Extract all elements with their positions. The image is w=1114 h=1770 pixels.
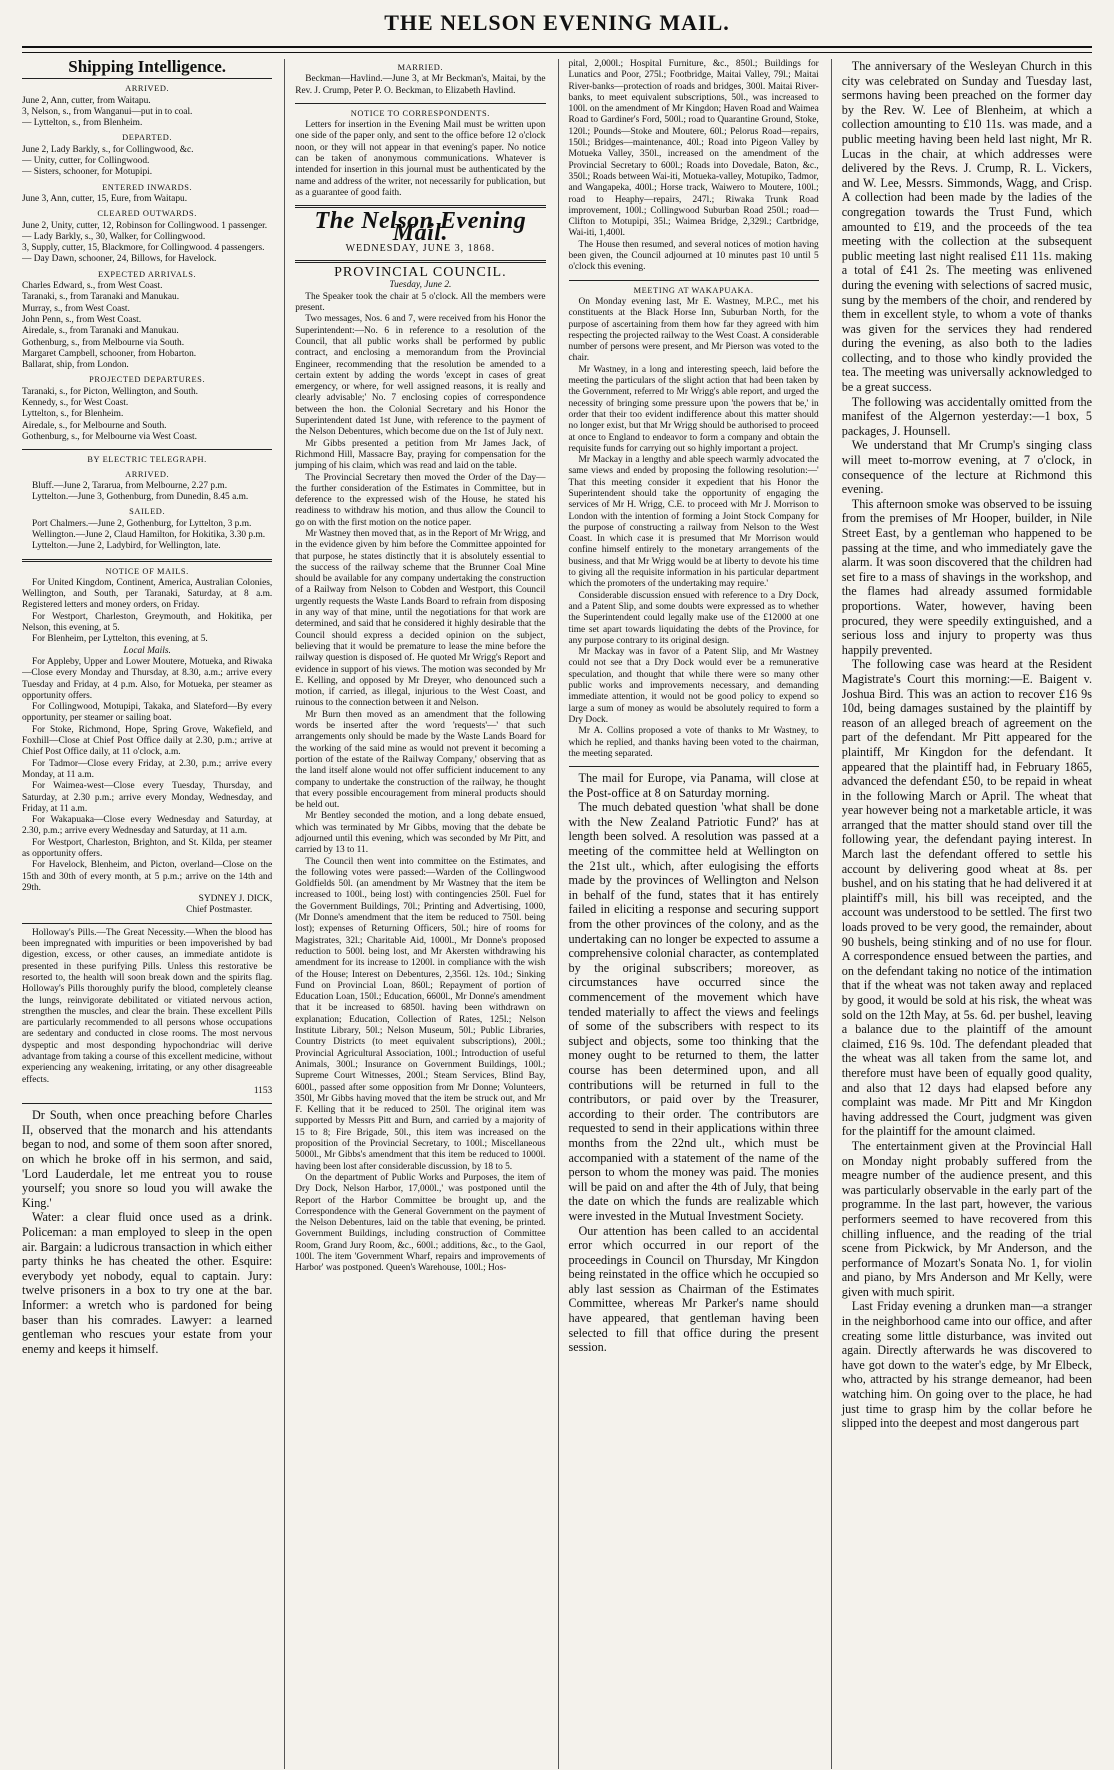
list-item: June 2, Ann, cutter, from Waitapu. — [22, 95, 151, 106]
cleared-list — [22, 221, 272, 266]
divider — [569, 280, 819, 281]
article-paragraph: Mr Wastney then moved that, as in the Report of Mr Wrigg, and in the evidence given by him before the Committee appointed for that purpose, he states distinctly that it is absolutely essential to the success of the railway scheme that the Brunner Coal Mine should be available for any company undertaking the construction of a Railway from Nelson to Cobden and Westport, this Council urgently requests the Waste Lands Board to refrain from disposing in any way of that mine, until the negotiations for that work are determined, and said that he considered it highly desirable that the Council should express a decided opinion on the subject, believing that it would be premature to lease the mine before the railway question is disposed of. He quoted Mr Wrigg's Report and evidence in support of his views. The motion was seconded by Mr E. Kelling, and opposed by Mr Dreyer, who denounced such a motion, if carried, as illegal, injurious to the West Coast, and ruinous to the connection between it and Nelson. — [295, 528, 546, 709]
ad-number: 1153 — [253, 1085, 273, 1096]
list-item: Charles Edward, s., from West Coast. — [22, 281, 163, 292]
article-paragraph: Mr A. Collins proposed a vote of thanks to Mr Wastney, to which he replied, and thanks having been voted to the chairman, the meeting separated. — [568, 726, 819, 759]
divider — [22, 78, 272, 79]
divider — [22, 449, 272, 450]
list-item: Bluff.—June 2, Tararua, from Melbourne, 2.27 p.m. — [32, 480, 228, 491]
mail-item: For Tadmor—Close every Friday, at 2.30, p.m.; arrive every Monday, at 11 a.m. — [22, 758, 273, 780]
council-title: PROVINCIAL COUNCIL. — [334, 265, 507, 281]
local-mails-heading: Local Mails. — [123, 645, 171, 656]
column-1 — [22, 59, 272, 1769]
list-item: 3, Supply, cutter, 15, Blackmore, for Collingwood. 4 passengers. — [22, 243, 265, 254]
list-item: Gothenburg, s., for Melbourne via West Coast. — [22, 431, 197, 442]
anecdote-paragraph: Dr South, when once preaching before Charles II, observed that the monarch and his attendants began to nod, and some of them soon after snored, on which he broke off in his sermon, and said, 'Lord Lauderdale, let me entreat you to rouse yourself; you snore so loud you will awake the King.' — [22, 1108, 273, 1210]
mail-item: For Blenheim, per Lyttelton, this evening, at 5. — [32, 634, 208, 645]
news-paragraph: This afternoon smoke was observed to be issuing from the premises of Mr Hooper, builder, in Nile Street East, by a gentleman who happened to be passing at the time, and who immediately gave the alarm. It was soon discovered that the children had set fire to a mass of shavings in the workshop, and the flames had already assumed formidable proportions. Water, however, having been procured, they were speedily extinguished, and a serious loss and injury to property was thus happily prevented. — [841, 496, 1092, 657]
list-item: June 2, Lady Barkly, s., for Collingwood, &c. — [22, 144, 194, 155]
mail-item: For Collingwood, Motupipi, Takaka, and Slateford—By every opportunity, per steamer or sailing boat. — [22, 702, 273, 724]
divider — [22, 559, 272, 562]
notice-heading: NOTICE TO CORRESPONDENTS. — [350, 108, 490, 118]
postmaster-title: Chief Postmaster. — [186, 905, 253, 916]
divider — [295, 260, 545, 263]
definitions-paragraph: Water: a clear fluid once used as a drink. Policeman: a man employed to sleep in the open air. Bargain: a ludicrous transaction in which either party thinks he has cheated the other. Esquire: everybody yet nobody, equal to captain. Jury: twelve prisoners in a box to try one at the bar. Informer: a wretch who is pardoned for being baser than his comrades. Lawyer: a learned gentleman who rescues your estate from your enemy and keeps it himself. — [22, 1210, 273, 1356]
news-paragraph: Last Friday evening a drunken man—a stranger in the neighborhood came into our office, and after creating some little disturbance, was invited out again. Directly afterwards he was discovered to have got down to the water's edge, by Mr Elbeck, who, attracted by his strange demeanor, had been watching him. On going over to the place, he had just time to grasp him by the collar before he slipped into the deepest and most dangerous part — [841, 1299, 1092, 1431]
meeting-heading: MEETING AT WAKAPUAKA. — [633, 285, 754, 295]
list-item: Airedale, s., for Melbourne and South. — [22, 420, 167, 431]
correspondents-notice: Letters for insertion in the Evening Mail must be written upon one side of the paper only, and sent to the office before 12 o'clock noon, or they will not appear in that evening's paper. No notice can be taken of anonymous communications. Whatever is intended for insertion in this journal must be authenticated by the name and address of the writer, not necessarily for publication, but as a guarantee of good faith. — [295, 120, 546, 198]
dateline: WEDNESDAY, JUNE 3, 1868. — [345, 242, 496, 254]
article-paragraph: Mr Gibbs presented a petition from Mr James Jack, of Richmond Hill, Massacre Bay, praying for compensation for the jumping of his claim, which was read and laid on the table. — [295, 438, 546, 472]
list-item: Lyttelton.—June 2, Ladybird, for Wellington, late. — [32, 541, 221, 552]
paper-title: The Nelson Evening Mail. — [314, 208, 527, 246]
list-item: Airedale, s., from Taranaki and Manukau. — [22, 326, 179, 337]
article-paragraph: Mr Wastney, in a long and interesting speech, laid before the meeting the particulars of the slight action that had been taken by the Government, referred to Mr Wrigg's able report, and urged the necessity of bringing some pressure upon 'the powers that be,' in order that their too evident indifference about this matter should no longer exist, but that Mr Wrigg should be authorised to proceed at once to England to endeavor to form a company and obtain the requisite funds for carrying out so highly important a project. — [568, 364, 819, 454]
news-paragraph: Our attention has been called to an accidental error which occurred in our report of the proceedings in Council on Thursday, Mr Kingdon being reinstated in the office which he occupied so ably last session as Chairman of the Estimates Committee, whereas Mr Parker's name should have appeared, that gentleman having been selected to fill that office during the present session. — [568, 1223, 819, 1355]
mail-item: For Westport, Charleston, Greymouth, and Hokitika, per Nelson, this evening, at 5. — [22, 611, 273, 634]
divider — [22, 923, 272, 924]
expected-heading: EXPECTED ARRIVALS. — [98, 269, 197, 279]
tel-sailed-heading: SAILED. — [129, 507, 166, 517]
arrived-list — [22, 96, 272, 130]
masthead-rule — [22, 46, 1092, 53]
news-paragraph: We understand that Mr Crump's singing class will meet to-morrow evening, at 7 o'clock, in consequence of the lecture at Richmond this evening. — [841, 438, 1092, 497]
telegraph-heading: BY ELECTRIC TELEGRAPH. — [87, 455, 207, 465]
list-item: John Penn, s., from West Coast. — [22, 314, 142, 325]
column-3 — [558, 59, 819, 1769]
columns — [22, 59, 1092, 1769]
news-paragraph: The following was accidentally omitted from the manifest of the Algernon yesterday:—1 box, 5 packages, J. Hounsell. — [841, 394, 1092, 438]
expected-list — [22, 281, 272, 371]
list-item: Taranaki, s., for Picton, Wellington, and South. — [22, 386, 198, 397]
list-item: Port Chalmers.—June 2, Gothenburg, for Lyttelton, 3 p.m. — [32, 518, 252, 529]
list-item: June 2, Unity, cutter, 12, Robinson for Collingwood. 1 passenger. — [22, 220, 268, 231]
list-item: — Unity, cutter, for Collingwood. — [22, 156, 150, 167]
article-paragraph: On Monday evening last, Mr E. Wastney, M.P.C., met his constituents at the Black Horse Inn, Suburban North, for the purpose of ascertaining from them how far they agreed with him respecting the projected railway to the West Coast. A considerable number of persons were present, and Mr Pierson was voted to the chair. — [568, 296, 819, 364]
news-paragraph: The much debated question 'what shall be done with the New Zealand Patriotic Fund?' has at length been solved. A resolution was passed at a meeting of the committee held at Wellington on the 21st ult., which, after eulogising the efforts made by the provinces of Wellington and Nelson in behalf of the fund, states that it has entirely failed in eliciting a response and securing support from the other provinces of the colony, and as the undertaking can no longer be expected to assume a comprehensive colonial character, as contemplated by the original subscribers; moreover, as circumstances have occurred since the commencement of the movement which have tended materially to affect the views and feelings of some of the subscribers with respect to its subject and objects, some too thinking that the money ought to be returned to them, the latter course has been determined upon, and all contributions will be returned in full to the contributors, or paid over by the Treasurer, according to their order. The contributors are requested to send in their applications within three months from the 22nd ult., which must be accompanied with a statement of the name of the person to whom the money was paid. The monies will be paid on and after the 4th of July, that being the date on which the funds are realizable which were invested in the Mutual Investment Society. — [568, 800, 819, 1223]
cleared-heading: CLEARED OUTWARDS. — [97, 209, 197, 219]
news-paragraph: The entertainment given at the Provincial Hall on Monday night probably suffered from the meagre number of the audience present, and this was particularly observable in the early part of the programme. In the last part, however, the various performers seemed to have recovered from this chilling influence, and the reading of the trial scene from Pickwick, by Mr Anderson, and the performance of Mozart's Sonata No. 1, for violin and piano, by Mrs Anderson and Mr Kelly, were given with much spirit. — [841, 1138, 1092, 1299]
list-item: Murray, s., from West Coast. — [22, 303, 130, 314]
list-item: Lyttelton.—June 3, Gothenburg, from Dunedin, 8.45 a.m. — [32, 492, 249, 503]
masthead: THE NELSON EVENING MAIL. — [384, 10, 730, 35]
tel-arrived-heading: ARRIVED. — [125, 469, 170, 479]
list-item: Gothenburg, s., from Melbourne via South. — [22, 337, 185, 348]
married-heading: MARRIED. — [397, 63, 444, 72]
list-item: — Day Dawn, schooner, 24, Billows, for Havelock. — [22, 254, 217, 265]
entered-heading: ENTERED INWARDS. — [102, 182, 193, 192]
projected-list — [22, 387, 272, 443]
news-paragraph: The mail for Europe, via Panama, will close at the Post-office at 8 on Saturday morning. — [568, 771, 819, 800]
column-2 — [284, 59, 545, 1769]
list-item: Wellington.—June 2, Claud Hamilton, for Hokitika, 3.30 p.m. — [32, 529, 266, 540]
list-item: — Lady Barkly, s., 30, Walker, for Collingwood. — [22, 231, 206, 242]
article-paragraph: On the department of Public Works and Purposes, the item of Dry Dock, Nelson Harbor, 17,000l.,' was postponed until the Report of the Harbor Committee be brought up, and the Correspondence with the General Government on the payment of the Nelson Debentures, laid on the table that evening, be printed. Government Buildings, including construction of Committee Room, Grand Jury Room, &c., 600l.; additions, &c., to the Gaol, 100l. The item 'Government Wharf, repairs and improvements of Harbor' was postponed. Queen's Warehouse, 100l.; Hos- — [295, 1172, 546, 1274]
article-paragraph: The Council then went into committee on the Estimates, and the following votes were passed:—Warden of the Collingwood Goldfields 50l. (an amendment by Mr Wastney that the item be increased to 100l., being lost) with contingencies 250l. Fuel for the Government Buildings, 70l.; Printing and Advertising, 1000, (Mr Donne's amendment that the item be reduced to 750l. being lost); expenses of Returning Officers, 50l.; hire of rooms for Magistrates, 32l.; Charitable Aid, 1000l., Mr Donne's proposed reduction to 500l. being lost, and Mr Akersten withdrawing his amendment for its increase to 1200l. in compliance with the wish of the House; Interest on Debentures, 2,356l. 12s. 10d.; Sinking Fund on Provincial Loan, 860l.; Repayment of portion of Education Loan, 150l.; Education, 6600l., Mr Donne's amendment that it be increased to 6850l. having been withdrawn on explanation; Education, Collection of Rates, 125l.; Nelson Institute Library, 50l.; Nelson Museum, 50l.; Public Libraries, Country Districts (to meet equivalent subscriptions), 200l.; Provincial Agricultural Association, 100l.; Introduction of useful Animals, 300l.; Insurance on Government Buildings, 100l.; Supreme Court Witnesses, 200l.; Steam Services, Blind Bay, 600l., passed after some opposition from Mr Donne; Volunteers, 350l, Mr Gibbs having moved that the item be struck out, and Mr F. Kelling that it be reduced to 250l. The original item was supported by Messrs Pitt and Burn, and carried by a majority of 15 to 8; Fire Brigade, 50l., this item was increased on the proposition of the Provincial Secretary, to 100l.; Miscellaneous 5000l., Mr Gibbs's amendment that this item be reduced to 1000l. having been lost after considerable discussion, by 18 to 5. — [295, 856, 546, 1172]
article-paragraph: Mr Bentley seconded the motion, and a long debate ensued, which was terminated by Mr Gibbs, moving that the debate be adjourned until this evening, which was seconded by Mr Pitt, and carried by 13 to 11. — [295, 811, 546, 856]
divider — [569, 766, 819, 767]
divider — [295, 103, 545, 104]
list-item: — Lyttelton, s., from Blenheim. — [22, 118, 143, 129]
mail-item: For Havelock, Blenheim, and Picton, overland—Close on the 15th and 30th of every month, at 5 p.m.; arrive on the 14th and 29th. — [22, 860, 273, 893]
article-paragraph: The Provincial Secretary then moved the Order of the Day—the further consideration of the Estimates in Committee, but in deference to the expressed wish of the House, he stated his readiness to withdraw his motion, and thus allow the Council to go on with the first motion on the notice paper. — [295, 472, 546, 528]
list-item: Ballarat, ship, from London. — [22, 360, 129, 371]
article-paragraph: The Speaker took the chair at 5 o'clock. All the members were present. — [295, 291, 546, 314]
list-item: — Sisters, schooner, for Motupipi. — [22, 167, 153, 178]
holloway-ad: Holloway's Pills.—The Great Necessity.—When the blood has been impregnated with impurities or been impoverished by bad digestion, excess, or other causes, an immediate antidote is presented in these purifying Pills. Unless this restorative be resorted to, the health will soon break down and the spirits flag. Holloway's Pills thoroughly purify the blood, completely cleanse the lungs, reinvigorate debilitated or vitiated nervous action, strengthen the muscles, and clear the brain. These excellent Pills are particularly recommended to all persons whose occupations are sedentary and conducted in close rooms. The most nervous dyspeptic and most desponding hypochondriac will derive advantage from taking a course of this excellent medicine, without experiencing any weakening, irritating, or any other disagreeable effects. — [22, 927, 273, 1085]
article-paragraph: The House then resumed, and several notices of motion having been given, the Council adjourned at 10 minutes past 10 until 5 o'clock this evening. — [568, 239, 819, 273]
shipping-title: Shipping Intelligence. — [68, 59, 226, 76]
article-paragraph: pital, 2,000l.; Hospital Furniture, &c., 850l.; Buildings for Lunatics and Poor, 275l.; Footbridge, Maitai Valley, 79l.; Maitai River-banks—protection of roads and bridges, 300l. Maitai River-banks, to meet equivalent subscriptions, 50l., was increased to 100l. on the amendment of Mr Kingdon; Haven Road and Waimea Road to Gardiner's Ford, 500l.; road to Quarantine Ground, Stoke, 120l.; Pounds—Stoke and Moutere, 60l.; Pelorus Road—repairs, 150l.; Bridges—maintenance, 40l.; Road into Pigeon Valley by Motueka Valley, 350l., increased on the amendment of the Provincial Secretary to 600l.; Roads into Dovedale, Baton, &c., 350l.; Roads between Wai-iti, Motueka-valley, Motupiko, Tadmor, and Wangapeka, 400l.; Horse track, Waiwero to Moutere, 100l.; road to Heaphy—repairs, 247l.; Riwaka Trunk Road improvement, 100l.; Collingwood Suburban Road 250l.; road—Clifton to Motupipi, 35l.; Waimea Bridge, 2,329l.; Cartbridge, Wai-iti, 1,400l. — [568, 59, 819, 239]
article-paragraph: Considerable discussion ensued with reference to a Dry Dock, and a Patent Slip, and some doubts were expressed as to whether the Superintendent could legally make use of the £12000 at one time set apart towards liquidating the debts of the Province, for any purpose contrary to its original design. — [568, 590, 819, 646]
council-date: Tuesday, June 2. — [389, 280, 452, 291]
mail-item: For Stoke, Richmond, Hope, Spring Grove, Wakefield, and Foxhill—Close at Chief Post Office daily at 2.30, p.m.; arrive at Chief Post Office daily, at 11 o'clock, a.m. — [22, 724, 273, 758]
list-item: Taranaki, s., from Taranaki and Manukau. — [22, 292, 180, 303]
departed-heading: DEPARTED. — [122, 133, 173, 143]
list-item: June 3, Ann, cutter, 15, Eure, from Waitapu. — [22, 193, 188, 204]
mail-item: For Appleby, Upper and Lower Moutere, Motueka, and Riwaka—Close every Monday and Thursday, at 8.30, a.m.; arrive every Tuesday and Friday, at 4 p.m. Also, for Motueka, per steamer as opportunity offers. — [22, 656, 273, 701]
article-paragraph: Mr Mackay was in favor of a Patent Slip, and Mr Wastney could not see that a Dry Dock would ever be a remunerative speculation, and thought that while there were so many other public works and improvements necessary, and demanding immediate attention, it would not be good policy to expend so large a sum of money as would be absolutely required to form a Dry Dock. — [568, 647, 819, 725]
column-4 — [831, 59, 1092, 1769]
mail-item: For Waimea-west—Close every Tuesday, Thursday, and Saturday, at 2.30 p.m.; arrive every Monday, Wednesday, and Friday, at 11 a.m. — [22, 781, 273, 814]
mail-item: For Wakapuaka—Close every Wednesday and Saturday, at 2.30, p.m.; arrive every Wednesday and Saturday, at 11 a.m. — [22, 815, 273, 837]
list-item: Margaret Campbell, schooner, from Hobarton. — [22, 348, 197, 359]
married-notice: Beckman—Havlind.—June 3, at Mr Beckman's, Maitai, by the Rev. J. Crump, Peter P. O. Beckman, to Elizabeth Havlind. — [295, 74, 546, 96]
list-item: 3, Nelson, s., from Wanganui—put in to coal. — [22, 106, 193, 117]
mail-item: For Westport, Charleston, Brighton, and St. Kilda, per steamer as opportunity offers. — [22, 837, 273, 859]
divider — [22, 1103, 272, 1104]
article-paragraph: Mr Burn then moved as an amendment that the following words be inserted after the word 'requests'—' that such arrangements only should be made by the Waste Lands Board for the working of the said mine as would not prevent it becoming a portion of the estate of the Railway Company,' observing that as the land itself alone would not offer sufficient inducement to any company to undertake the construction of the railway, he thought that every possible encouragement from mineral products should be held out. — [295, 709, 546, 811]
postmaster-name: SYDNEY J. DICK, — [198, 894, 273, 905]
news-paragraph: The following case was heard at the Resident Magistrate's Court this morning:—E. Baigent v. Joshua Bird. This was an action to recover £16 9s 10d, being damages sustained by the plaintiff by reason of an alleged breach of agreement on the part of the defendant. Mr Pitt appeared for the plaintiff, Mr Kingdon for the defendant. It appeared that the plaintiff had, in February 1865, advanced the defendant £50, to be repaid in wheat in the following March or April. The wheat that year however being not a marketable article, it was arranged that the matter should stand over till the following year, the defendant paying interest. In March last the defendant offered to settle his account by delivering good wheat at 8s. per bushel, and on his stating that he had delivered it at plaintiff's mill, his bill was receipted, and the account was understood to be settled. The first two loads proved to be very good, the remainder, about 90 bushels, being stinking and of no use for flour. A correspondence ensued between the parties, and on the defendant taking no notice of the intimation that if the wheat was not taken away and replaced by good, it would be sold at his risk, the wheat was sold on the 12th May, at 5s. 6d. per bushel, leaving a balance due to the plaintiff of the amount claimed, £16 9s. 10d. The defendant pleaded that the wheat was all taken from the same lot, and therefore must have been of equally good quality, and also that 12 days had elapsed before any complaint was made. Mr Pitt and Mr Kingdon having addressed the Court, judgment was given for the plaintiff for the amount claimed. — [841, 657, 1092, 1139]
departed-list — [22, 145, 272, 179]
mail-item: For United Kingdom, Continent, America, Australian Colonies, Wellington, and South, per Taranaki, Saturday, at 8 a.m. Registered letters and money orders, on Friday. — [22, 577, 273, 611]
article-paragraph: Mr Mackay in a lengthy and able speech warmly advocated the same views and ended by proposing the following resolution:—' That this meeting consider it expedient that his Honor the Superintendent should take the opportunity of engaging the services of Mr H. Wrigg, C.E. to proceed with Mr J. Morrison to London with the intention of forming a Joint Stock Company for the purpose of constructing a railway from Nelson to the West Coast. In which case it is presumed that Mr Morrison would confine himself entirely to the monetary arrangements of the business, and that Mr Wrigg would be at liberty to devote his time to giving all the requisite information in his particular department which the promoters of the undertaking may require.' — [568, 455, 819, 590]
mails-heading: NOTICE OF MAILS. — [105, 566, 189, 576]
article-paragraph: Two messages, Nos. 6 and 7, were received from his Honor the Superintendent:—No. 6 in reference to a resolution of the Council, that all public works shall be performed by public contract, and enclosing a memorandum from the Provincial Engineer, recommending that the resolution be amended to a certain extent by adding the words 'except in cases of great emergency, or where, for well assigned reasons, it is really and clearly advisable;' No. 7 enclosing copies of correspondence between the hon. the Colonial Secretary and his Honor the Superintendent dated 1st June, with reference to the payment of the Nelson Debentures, which become due on the 1st of July next. — [295, 314, 546, 438]
arrived-heading: ARRIVED. — [125, 84, 170, 94]
news-paragraph: The anniversary of the Wesleyan Church in this city was celebrated on Sunday and Tuesday last, sermons having been preached on the former day by the Rev. W. Lee of Blenheim, at which a collection amounting to £10 11s. was made, and a public meeting having been held last night, Mr R. Lucas in the chair, at which addresses were delivered by the Revs. J. Crump, R. L. Vickers, and W. Lee, Messrs. Simmonds, Wagg, and Crisp. A collection had been made by the ladies of the congregation towards the Trust Fund, which amounted to £19, and the proceeds of the tea meeting with the collection at the subsequent public meeting last night realised £11 11s. making a total of £41 2s. The meeting was enlivened during the evening with selections of sacred music, sung by the members of the choir, and rendered by them in excellent style, to whom a vote of thanks was given for the services they had rendered during the evening, as also both to the ladies collecting, and to those who kindly provided the tea. The meeting was universally acknowledged to be a great success. — [841, 59, 1092, 395]
projected-heading: PROJECTED DEPARTURES. — [89, 375, 206, 385]
list-item: Kennedy, s., for West Coast. — [22, 398, 129, 409]
list-item: Lyttelton, s., for Blenheim. — [22, 409, 124, 420]
